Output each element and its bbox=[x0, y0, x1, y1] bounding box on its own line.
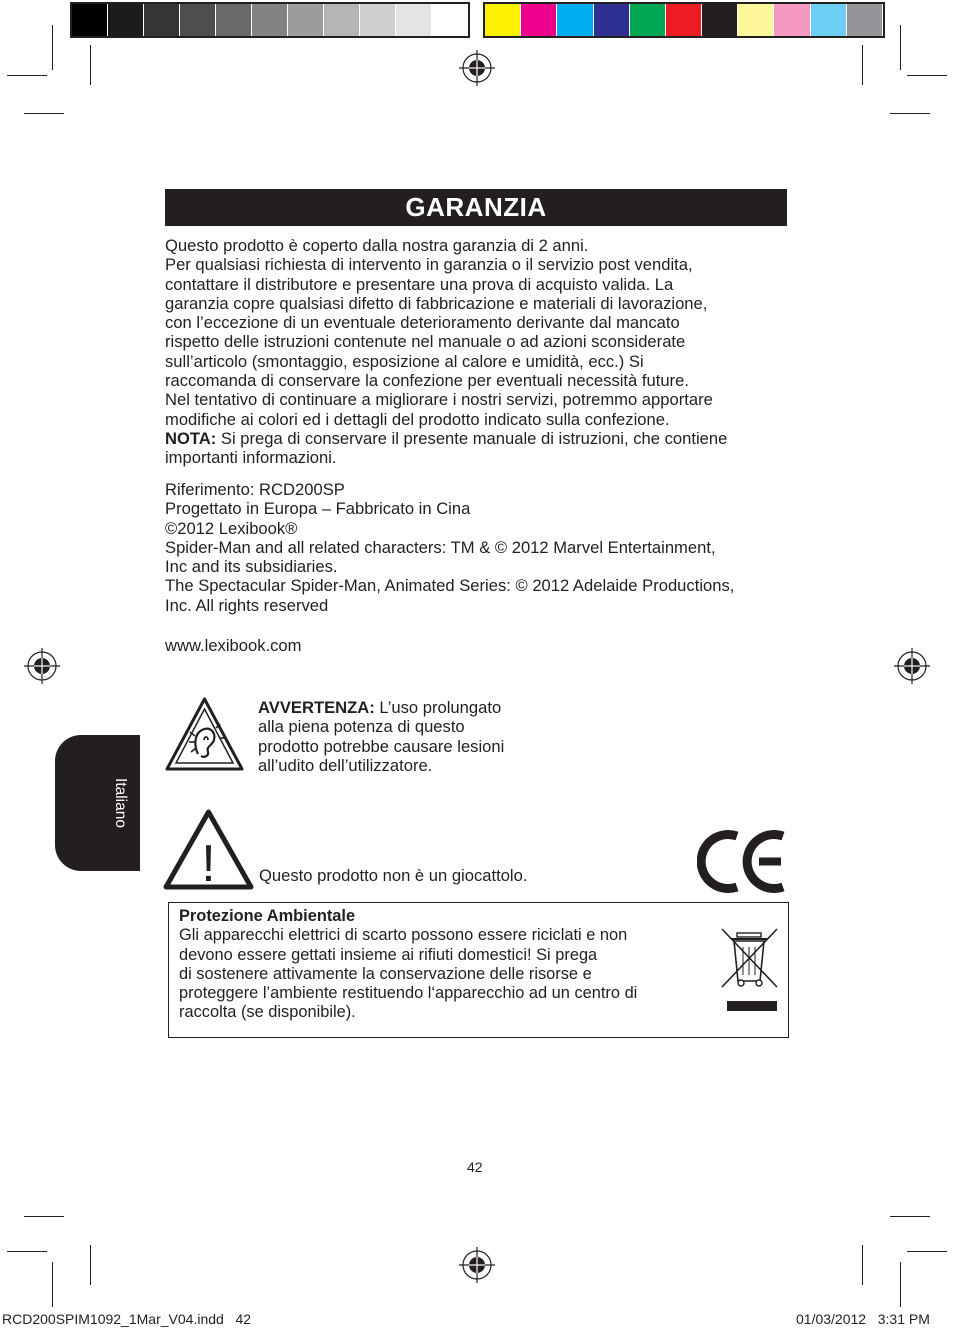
crop-mark bbox=[900, 25, 901, 70]
crop-mark bbox=[52, 25, 53, 70]
warranty-line: Per qualsiasi richiesta di intervento in garanzia o il servizio post vendita, bbox=[165, 255, 693, 275]
environment-title: Protezione Ambientale bbox=[179, 907, 356, 925]
environment-line: di sostenere attivamente la conservazione delle risorse e bbox=[179, 964, 592, 983]
crop-mark bbox=[900, 1262, 901, 1307]
warranty-line: raccomanda di conservare la confezione per eventuali necessità future. bbox=[165, 371, 689, 391]
color-swatch bbox=[288, 4, 324, 36]
warranty-line: rispetto delle istruzioni contenute nel manuale o ad azioni sconsiderate bbox=[165, 332, 686, 352]
environment-text bbox=[179, 907, 637, 1023]
crop-mark bbox=[7, 75, 47, 76]
exclamation-warning-icon bbox=[163, 808, 254, 890]
gray-color-bar bbox=[70, 2, 470, 38]
info-line: Riferimento: RCD200SP bbox=[165, 480, 345, 499]
warranty-text bbox=[165, 236, 790, 468]
crop-mark bbox=[862, 1245, 863, 1285]
info-line: Spider-Man and all related characters: TM & © 2012 Marvel Entertainment, bbox=[165, 537, 716, 557]
product-info bbox=[165, 480, 790, 615]
warranty-line: sull’articolo (smontaggio, esposizione al calore e umidità, ecc.) Si bbox=[165, 351, 644, 371]
crop-mark bbox=[890, 113, 930, 114]
nota-line bbox=[165, 429, 790, 448]
footer-filename-text: RCD200SPIM1092_1Mar_V04.indd 42 bbox=[2, 1311, 252, 1327]
info-line: The Spectacular Spider-Man, Animated Series: © 2012 Adelaide Productions, bbox=[165, 576, 735, 596]
process-color-bar bbox=[483, 2, 885, 38]
color-swatch bbox=[738, 4, 774, 36]
color-swatch bbox=[324, 4, 360, 36]
environment-line: devono essere gettati insieme ai rifiuti domestici! Si prega bbox=[179, 945, 598, 964]
crossed-bin-icon bbox=[719, 925, 783, 1017]
warranty-line: modifiche ai colori ed i dettagli del prodotto indicato sulla confezione. bbox=[165, 409, 670, 429]
environment-line: proteggere l’ambiente restituendo l‘apparecchio ad un centro di bbox=[179, 984, 638, 1003]
crop-mark bbox=[24, 113, 64, 114]
info-line: Inc and its subsidiaries. bbox=[165, 557, 338, 577]
website: www.lexibook.com bbox=[165, 636, 302, 655]
crop-mark bbox=[862, 45, 863, 85]
environment-line: Gli apparecchi elettrici di scarto possono essere riciclati e non bbox=[179, 926, 628, 945]
nota-text: Si prega di conservare il presente manuale di istruzioni, che contiene bbox=[216, 428, 728, 448]
color-swatch bbox=[180, 4, 216, 36]
color-swatch bbox=[630, 4, 666, 36]
color-swatch bbox=[594, 4, 630, 36]
color-swatch bbox=[252, 4, 288, 36]
environment-line: raccolta (se disponibile). bbox=[179, 1003, 356, 1022]
color-swatch bbox=[396, 4, 432, 36]
color-swatch bbox=[485, 4, 521, 36]
crop-mark bbox=[907, 1251, 947, 1252]
crop-mark bbox=[24, 1216, 64, 1217]
color-swatch bbox=[811, 4, 847, 36]
svg-text:!: ! bbox=[201, 835, 216, 890]
color-swatch bbox=[557, 4, 593, 36]
environment-box bbox=[168, 902, 789, 1038]
warranty-line: contattare il distributore e presentare una prova di acquisto valida. La bbox=[165, 274, 674, 294]
registration-mark-icon bbox=[894, 648, 930, 684]
crop-mark bbox=[52, 1262, 53, 1307]
warning-line: alla piena potenza di questo bbox=[258, 717, 465, 737]
warning-label: AVVERTENZA: bbox=[258, 698, 375, 717]
warranty-line: con l’eccezione di un eventuale deterioramento derivante dal mancato bbox=[165, 313, 680, 333]
nota-line-2: importanti informazioni. bbox=[165, 448, 337, 468]
warning-line: all’udito dell’utilizzatore. bbox=[258, 755, 433, 775]
warranty-line: Questo prodotto è coperto dalla nostra garanzia di 2 anni. bbox=[165, 236, 589, 255]
section-title bbox=[165, 189, 787, 226]
footer-timestamp-text: 01/03/2012 3:31 PM bbox=[796, 1311, 930, 1327]
language-tab-label: Italiano bbox=[112, 778, 129, 828]
crop-mark bbox=[90, 45, 91, 85]
crop-mark bbox=[7, 1251, 47, 1252]
registration-mark-icon bbox=[459, 50, 495, 86]
section-title-text: GARANZIA bbox=[405, 192, 547, 222]
color-swatch bbox=[108, 4, 144, 36]
color-swatch bbox=[774, 4, 810, 36]
warning-line: prodotto potrebbe causare lesioni bbox=[258, 736, 505, 756]
warranty-line: Nel tentativo di continuare a migliorare i nostri servizi, potremmo apportare bbox=[165, 390, 713, 410]
crop-mark bbox=[907, 75, 947, 76]
color-swatch bbox=[432, 4, 468, 36]
registration-mark-icon bbox=[459, 1247, 495, 1283]
color-swatch bbox=[702, 4, 738, 36]
color-swatch bbox=[144, 4, 180, 36]
color-swatch bbox=[216, 4, 252, 36]
toy-warning-text: Questo prodotto non è un giocattolo. bbox=[259, 866, 528, 885]
color-swatch bbox=[360, 4, 396, 36]
color-swatch bbox=[521, 4, 557, 36]
footer-timestamp bbox=[796, 1311, 930, 1327]
warranty-line: garanzia copre qualsiasi difetto di fabbricazione e materiali di lavorazione, bbox=[165, 293, 708, 313]
crop-mark bbox=[90, 1245, 91, 1285]
info-line: ©2012 Lexibook® bbox=[165, 518, 298, 538]
color-swatch bbox=[847, 4, 883, 36]
color-swatch bbox=[72, 4, 108, 36]
registration-mark-icon bbox=[24, 648, 60, 684]
nota-label: NOTA: bbox=[165, 428, 217, 448]
info-line: Progettato in Europa – Fabbricato in Cina bbox=[165, 499, 471, 519]
ce-mark-icon bbox=[697, 830, 789, 893]
footer-filename bbox=[2, 1311, 251, 1327]
warning-line: L’uso prolungato bbox=[374, 698, 502, 717]
color-swatch bbox=[666, 4, 702, 36]
page-number: 42 bbox=[467, 1159, 483, 1175]
hearing-warning-icon bbox=[164, 696, 245, 773]
hearing-warning-text bbox=[258, 698, 504, 775]
crop-mark bbox=[890, 1216, 930, 1217]
info-line: Inc. All rights reserved bbox=[165, 595, 329, 615]
